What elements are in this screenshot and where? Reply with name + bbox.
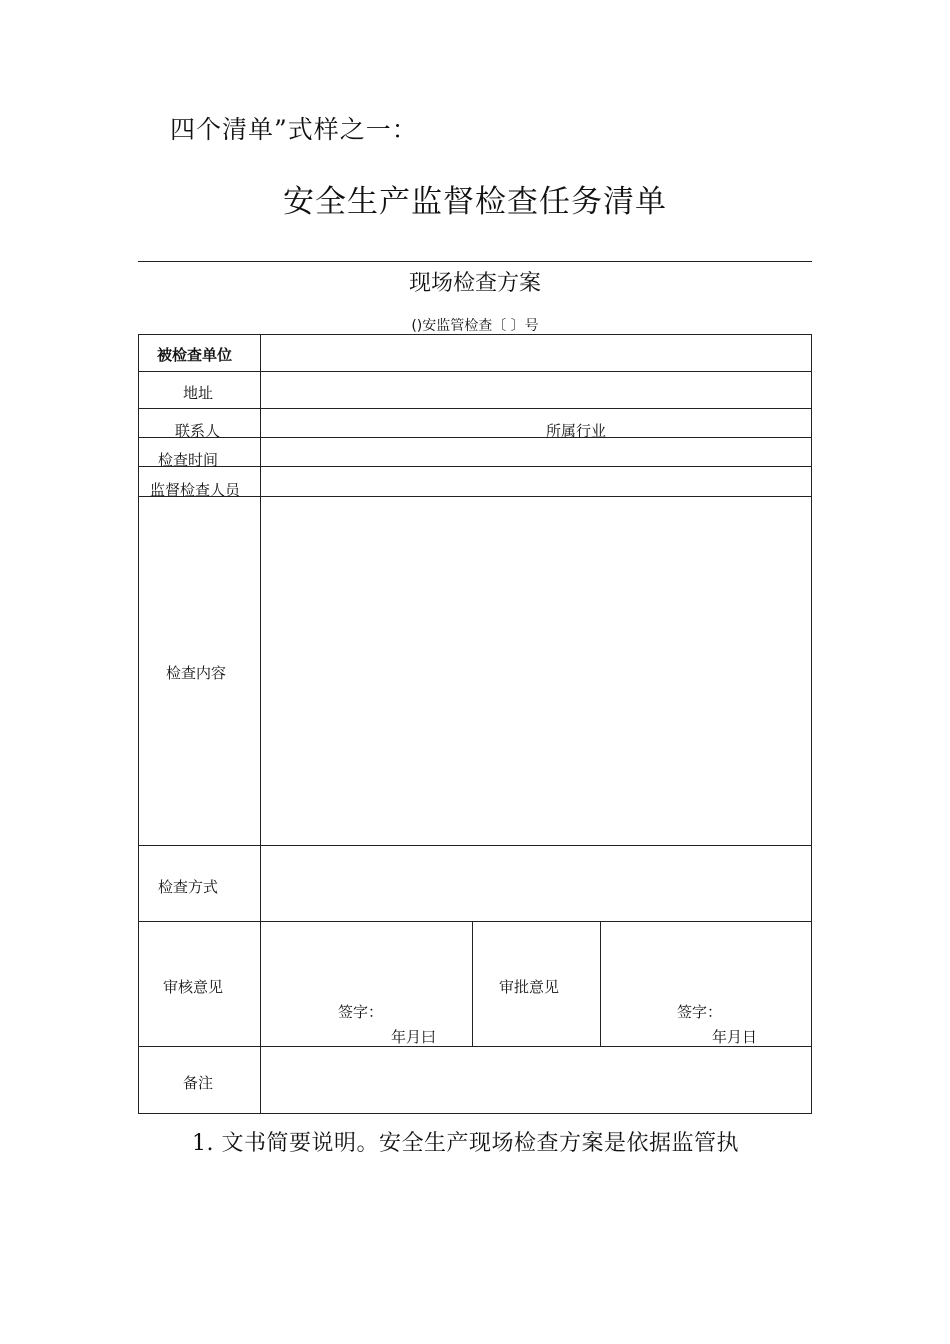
inspectors-label: 监督检查人员 bbox=[150, 481, 241, 499]
series-heading: 四个清单”式样之一： bbox=[170, 115, 418, 144]
inspection-form-table bbox=[138, 334, 812, 1114]
document-note: 1. 文书简要说明。安全生产现场检查方案是依据监管执 bbox=[192, 1131, 739, 1156]
row-divider bbox=[139, 408, 811, 409]
form-title: 现场检查方案 bbox=[408, 271, 541, 296]
approval-date-label: 年月日 bbox=[712, 1028, 758, 1046]
remarks-label: 备注 bbox=[183, 1074, 214, 1092]
row-divider bbox=[139, 466, 811, 467]
column-divider bbox=[600, 921, 601, 1046]
row-divider bbox=[139, 437, 811, 438]
inspection-method-label: 检查方式 bbox=[158, 878, 219, 896]
row-divider bbox=[139, 845, 811, 846]
row-divider bbox=[139, 371, 811, 372]
title-rule bbox=[138, 261, 812, 262]
inspected-unit-label: 被检查单位 bbox=[157, 346, 233, 364]
approval-sign-label: 签字： bbox=[677, 1003, 723, 1021]
industry-label: 所属行业 bbox=[546, 422, 607, 440]
inspection-time-label: 检查时间 bbox=[158, 451, 219, 469]
contact-label: 联系人 bbox=[175, 422, 221, 440]
main-title: 安全生产监督检查任务清单 bbox=[283, 184, 667, 220]
review-sign-label: 签字： bbox=[338, 1003, 384, 1021]
address-label: 地址 bbox=[183, 384, 214, 402]
column-divider bbox=[260, 335, 261, 1113]
document-number: ()安监管检查〔 〕号 bbox=[411, 318, 539, 334]
column-divider bbox=[472, 921, 473, 1046]
row-divider bbox=[139, 921, 811, 922]
inspection-content-label: 检查内容 bbox=[166, 664, 227, 682]
review-date-label: 年月曰 bbox=[391, 1028, 437, 1046]
row-divider bbox=[139, 1046, 811, 1047]
approval-opinion-label: 审批意见 bbox=[499, 978, 560, 996]
review-opinion-label: 审核意见 bbox=[163, 978, 224, 996]
